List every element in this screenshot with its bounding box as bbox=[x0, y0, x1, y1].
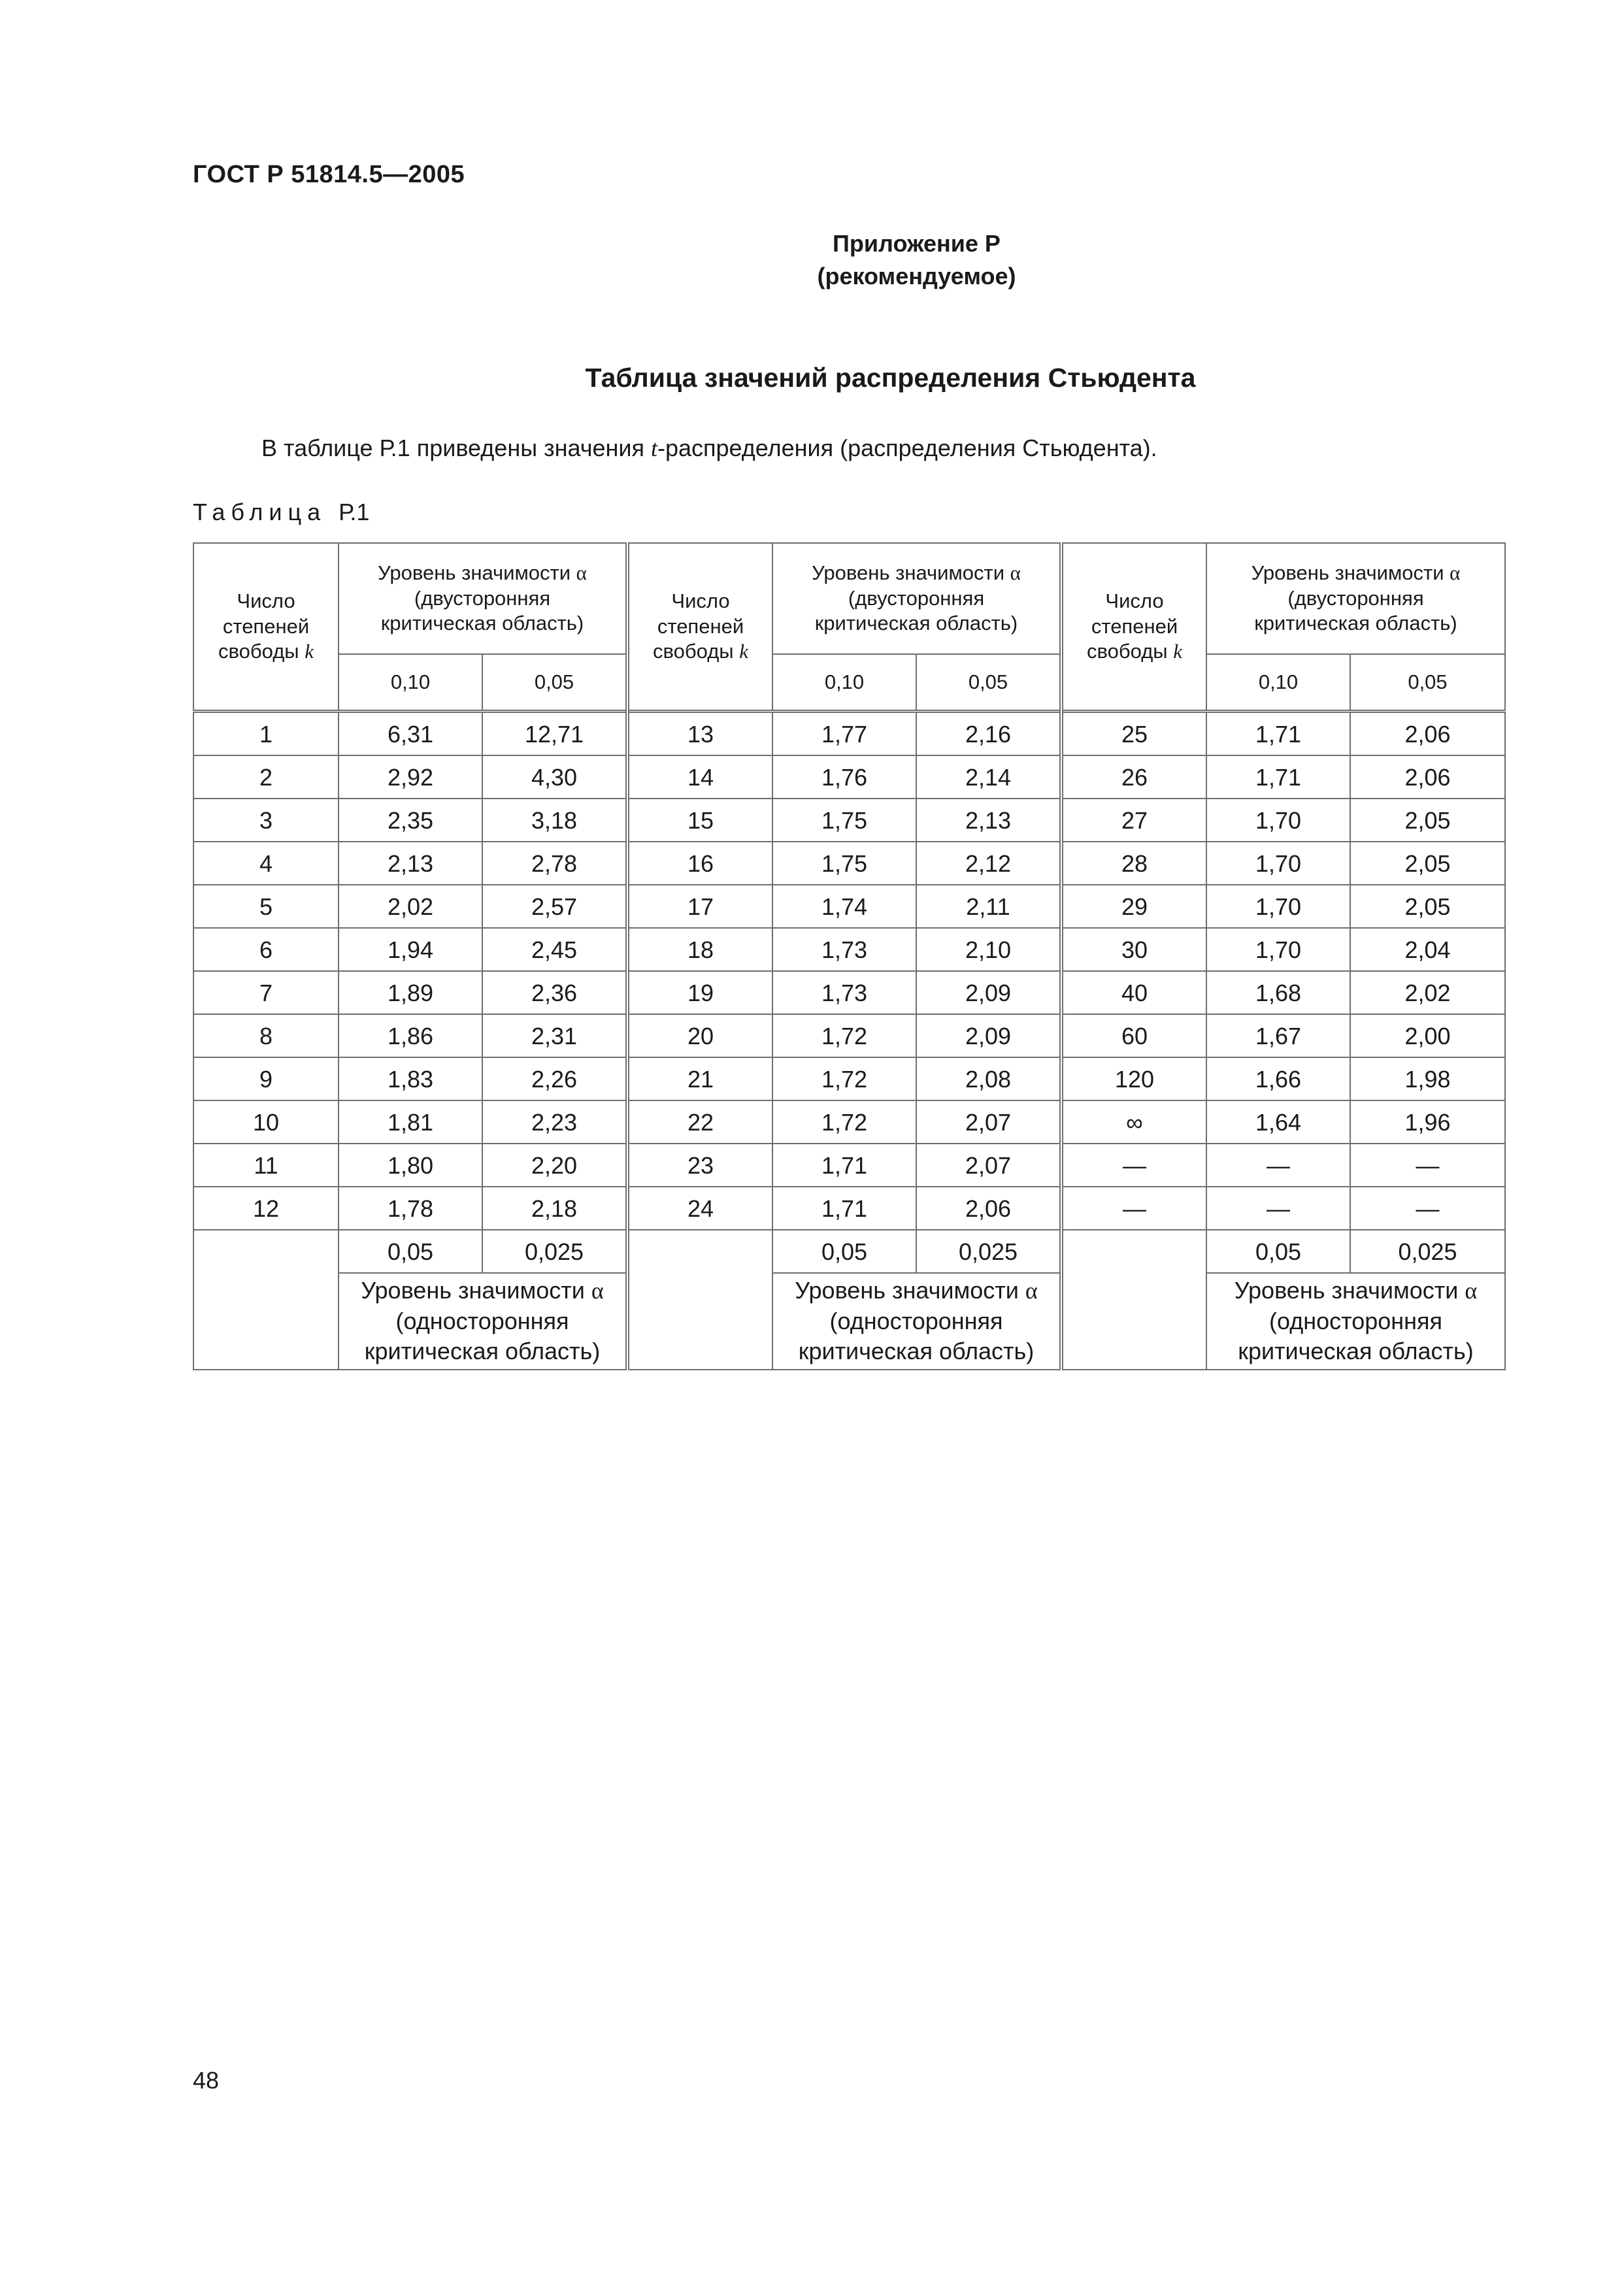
k-symbol: k bbox=[305, 640, 314, 663]
alpha-header-line2: (двусторонняя bbox=[414, 586, 551, 610]
value-cell: 2,78 bbox=[482, 842, 627, 885]
value-cell: 1,83 bbox=[339, 1057, 482, 1100]
table-row bbox=[193, 1187, 1505, 1230]
level-cell: 0,10 bbox=[1206, 654, 1350, 712]
value-cell: 2,11 bbox=[916, 885, 1061, 928]
level-cell: 0,05 bbox=[1206, 1230, 1350, 1273]
value-cell: 12,71 bbox=[482, 712, 627, 756]
document-code: ГОСТ Р 51814.5—2005 bbox=[193, 161, 465, 188]
k-cell: 3 bbox=[193, 799, 339, 842]
value-cell: 1,73 bbox=[772, 928, 916, 971]
k-cell: 7 bbox=[193, 971, 339, 1014]
k-cell: 15 bbox=[627, 799, 772, 842]
alpha-one-sided-footer bbox=[1206, 1273, 1505, 1370]
alpha-symbol: α bbox=[1465, 1277, 1478, 1304]
k-cell: 4 bbox=[193, 842, 339, 885]
alpha-symbol: α bbox=[576, 561, 587, 584]
value-cell: 3,18 bbox=[482, 799, 627, 842]
value-cell: 2,10 bbox=[916, 928, 1061, 971]
value-cell: 1,70 bbox=[1206, 799, 1350, 842]
footer-blank-cell bbox=[1061, 1230, 1206, 1370]
alpha-footer-line3: критическая область) bbox=[364, 1338, 601, 1365]
value-cell: 1,86 bbox=[339, 1014, 482, 1057]
value-cell: 1,64 bbox=[1206, 1100, 1350, 1144]
value-cell: 1,70 bbox=[1206, 928, 1350, 971]
table-row bbox=[193, 1144, 1505, 1187]
k-header-line3 bbox=[1063, 639, 1206, 665]
intro-text-before: В таблице Р.1 приведены значения bbox=[261, 435, 651, 461]
k-header-line1: Число bbox=[671, 589, 730, 612]
k-cell: 1 bbox=[193, 712, 339, 756]
k-symbol: k bbox=[739, 640, 748, 663]
t-symbol: t bbox=[650, 435, 657, 461]
k-cell: — bbox=[1061, 1144, 1206, 1187]
table-row bbox=[193, 1014, 1505, 1057]
k-cell: 21 bbox=[627, 1057, 772, 1100]
value-cell: 1,71 bbox=[772, 1144, 916, 1187]
value-cell: 1,75 bbox=[772, 799, 916, 842]
alpha-footer-word: Уровень значимости bbox=[795, 1276, 1019, 1304]
table-row bbox=[193, 842, 1505, 885]
alpha-footer-line1 bbox=[339, 1276, 625, 1306]
k-cell: 18 bbox=[627, 928, 772, 971]
k-cell: 27 bbox=[1061, 799, 1206, 842]
alpha-header-word: Уровень значимости bbox=[1251, 561, 1444, 584]
k-cell: 28 bbox=[1061, 842, 1206, 885]
value-cell: 2,05 bbox=[1350, 885, 1505, 928]
k-cell: ∞ bbox=[1061, 1100, 1206, 1144]
level-cell: 0,10 bbox=[339, 654, 482, 712]
table-row bbox=[193, 885, 1505, 928]
value-cell: 1,73 bbox=[772, 971, 916, 1014]
table-row bbox=[193, 755, 1505, 799]
alpha-header-line3: критическая область) bbox=[814, 612, 1018, 635]
value-cell: 2,57 bbox=[482, 885, 627, 928]
value-cell: 2,06 bbox=[1350, 755, 1505, 799]
k-header-line1: Число bbox=[1105, 589, 1164, 612]
value-cell: 1,80 bbox=[339, 1144, 482, 1187]
value-cell: — bbox=[1350, 1144, 1505, 1187]
value-cell: 1,67 bbox=[1206, 1014, 1350, 1057]
k-cell: 9 bbox=[193, 1057, 339, 1100]
level-cell: 0,10 bbox=[772, 654, 916, 712]
value-cell: 2,00 bbox=[1350, 1014, 1505, 1057]
alpha-footer-word: Уровень значимости bbox=[1234, 1276, 1459, 1304]
level-cell: 0,025 bbox=[482, 1230, 627, 1273]
table-row bbox=[193, 1100, 1505, 1144]
value-cell: 1,72 bbox=[772, 1057, 916, 1100]
value-cell: 1,76 bbox=[772, 755, 916, 799]
k-cell: 11 bbox=[193, 1144, 339, 1187]
k-cell: 20 bbox=[627, 1014, 772, 1057]
k-cell: 23 bbox=[627, 1144, 772, 1187]
alpha-header-word: Уровень значимости bbox=[378, 561, 571, 584]
value-cell: 1,71 bbox=[1206, 712, 1350, 756]
value-cell: 2,14 bbox=[916, 755, 1061, 799]
value-cell: 1,96 bbox=[1350, 1100, 1505, 1144]
caption-word: Таблица bbox=[193, 499, 327, 525]
table-row bbox=[193, 928, 1505, 971]
value-cell: 2,26 bbox=[482, 1057, 627, 1100]
value-cell: 1,66 bbox=[1206, 1057, 1350, 1100]
k-header-line2: степеней bbox=[1091, 614, 1178, 638]
k-header-line3 bbox=[629, 639, 772, 665]
k-cell: 26 bbox=[1061, 755, 1206, 799]
k-cell: 12 bbox=[193, 1187, 339, 1230]
alpha-one-sided-footer bbox=[339, 1273, 627, 1370]
value-cell: 1,74 bbox=[772, 885, 916, 928]
value-cell: — bbox=[1206, 1187, 1350, 1230]
k-header-word: свободы bbox=[1087, 640, 1168, 663]
level-cell: 0,05 bbox=[482, 654, 627, 712]
annex-subtitle: (рекомендуемое) bbox=[817, 263, 1016, 289]
k-header-line2: степеней bbox=[222, 614, 310, 638]
k-header-line1: Число bbox=[237, 589, 295, 612]
value-cell: 2,92 bbox=[339, 755, 482, 799]
intro-paragraph bbox=[261, 435, 1157, 462]
alpha-footer-line2: (односторонняя bbox=[395, 1307, 569, 1334]
level-cell: 0,025 bbox=[1350, 1230, 1505, 1273]
alpha-two-sided-header bbox=[772, 543, 1061, 654]
value-cell: 2,06 bbox=[916, 1187, 1061, 1230]
value-cell: 2,16 bbox=[916, 712, 1061, 756]
value-cell: 2,02 bbox=[1350, 971, 1505, 1014]
annex-title: Приложение Р bbox=[833, 230, 1001, 257]
value-cell: 2,35 bbox=[339, 799, 482, 842]
k-cell: 120 bbox=[1061, 1057, 1206, 1100]
alpha-header-line3: критическая область) bbox=[1254, 612, 1457, 635]
value-cell: 2,05 bbox=[1350, 799, 1505, 842]
value-cell: 1,70 bbox=[1206, 842, 1350, 885]
value-cell: 2,08 bbox=[916, 1057, 1061, 1100]
alpha-symbol: α bbox=[1010, 561, 1021, 584]
value-cell: — bbox=[1350, 1187, 1505, 1230]
footer-level-row bbox=[193, 1230, 1505, 1273]
value-cell: 1,72 bbox=[772, 1100, 916, 1144]
level-row bbox=[193, 654, 1505, 712]
alpha-symbol: α bbox=[1025, 1277, 1038, 1304]
alpha-header-line3: критическая область) bbox=[380, 612, 584, 635]
alpha-footer-line2: (односторонняя bbox=[829, 1307, 1003, 1334]
value-cell: 2,06 bbox=[1350, 712, 1505, 756]
k-cell: 19 bbox=[627, 971, 772, 1014]
value-cell: 1,98 bbox=[1350, 1057, 1505, 1100]
alpha-footer-word: Уровень значимости bbox=[361, 1276, 585, 1304]
value-cell: 1,81 bbox=[339, 1100, 482, 1144]
intro-text-after: -распределения (распределения Стьюдента). bbox=[657, 435, 1157, 461]
level-cell: 0,05 bbox=[916, 654, 1061, 712]
value-cell: 1,89 bbox=[339, 971, 482, 1014]
value-cell: 4,30 bbox=[482, 755, 627, 799]
table-row bbox=[193, 799, 1505, 842]
level-cell: 0,05 bbox=[772, 1230, 916, 1273]
value-cell: 1,78 bbox=[339, 1187, 482, 1230]
alpha-footer-line1 bbox=[1207, 1276, 1504, 1306]
alpha-symbol: α bbox=[1450, 561, 1461, 584]
k-cell: 24 bbox=[627, 1187, 772, 1230]
caption-number: Р.1 bbox=[339, 499, 370, 525]
alpha-footer-line2: (односторонняя bbox=[1268, 1307, 1443, 1334]
k-header-line3 bbox=[194, 639, 338, 665]
k-cell: 6 bbox=[193, 928, 339, 971]
alpha-header-line1 bbox=[339, 561, 625, 586]
footer-blank-cell bbox=[193, 1230, 339, 1370]
k-header-word: свободы bbox=[653, 640, 734, 663]
value-cell: 2,12 bbox=[916, 842, 1061, 885]
k-cell: 25 bbox=[1061, 712, 1206, 756]
k-cell: 5 bbox=[193, 885, 339, 928]
k-header bbox=[1061, 543, 1206, 712]
value-cell: 1,77 bbox=[772, 712, 916, 756]
student-t-table bbox=[193, 542, 1506, 1370]
alpha-header-line2: (двусторонняя bbox=[1287, 586, 1424, 610]
k-cell: 30 bbox=[1061, 928, 1206, 971]
table-row bbox=[193, 1057, 1505, 1100]
footer-blank-cell bbox=[627, 1230, 772, 1370]
value-cell: 2,13 bbox=[339, 842, 482, 885]
k-cell: 2 bbox=[193, 755, 339, 799]
value-cell: 2,18 bbox=[482, 1187, 627, 1230]
k-cell: 10 bbox=[193, 1100, 339, 1144]
value-cell: 2,20 bbox=[482, 1144, 627, 1187]
value-cell: 2,07 bbox=[916, 1100, 1061, 1144]
value-cell: 2,02 bbox=[339, 885, 482, 928]
value-cell: 2,31 bbox=[482, 1014, 627, 1057]
page-number: 48 bbox=[193, 2067, 220, 2094]
alpha-footer-line3: критическая область) bbox=[798, 1338, 1035, 1365]
alpha-two-sided-header bbox=[339, 543, 627, 654]
value-cell: — bbox=[1206, 1144, 1350, 1187]
table-row bbox=[193, 971, 1505, 1014]
k-cell: 29 bbox=[1061, 885, 1206, 928]
value-cell: 2,45 bbox=[482, 928, 627, 971]
table-row bbox=[193, 712, 1505, 756]
k-cell: — bbox=[1061, 1187, 1206, 1230]
k-header bbox=[193, 543, 339, 712]
k-cell: 13 bbox=[627, 712, 772, 756]
value-cell: 1,70 bbox=[1206, 885, 1350, 928]
k-cell: 8 bbox=[193, 1014, 339, 1057]
value-cell: 2,23 bbox=[482, 1100, 627, 1144]
k-cell: 17 bbox=[627, 885, 772, 928]
value-cell: 1,71 bbox=[1206, 755, 1350, 799]
value-cell: 6,31 bbox=[339, 712, 482, 756]
alpha-header-line1 bbox=[1207, 561, 1504, 586]
value-cell: 1,68 bbox=[1206, 971, 1350, 1014]
k-cell: 16 bbox=[627, 842, 772, 885]
value-cell: 1,94 bbox=[339, 928, 482, 971]
header-row bbox=[193, 543, 1505, 654]
value-cell: 2,07 bbox=[916, 1144, 1061, 1187]
value-cell: 2,36 bbox=[482, 971, 627, 1014]
value-cell: 2,09 bbox=[916, 1014, 1061, 1057]
value-cell: 2,04 bbox=[1350, 928, 1505, 971]
value-cell: 1,71 bbox=[772, 1187, 916, 1230]
alpha-one-sided-footer bbox=[772, 1273, 1061, 1370]
k-cell: 40 bbox=[1061, 971, 1206, 1014]
k-cell: 14 bbox=[627, 755, 772, 799]
value-cell: 1,75 bbox=[772, 842, 916, 885]
k-symbol: k bbox=[1173, 640, 1182, 663]
alpha-footer-line1 bbox=[773, 1276, 1059, 1306]
alpha-two-sided-header bbox=[1206, 543, 1505, 654]
value-cell: 2,13 bbox=[916, 799, 1061, 842]
value-cell: 1,72 bbox=[772, 1014, 916, 1057]
alpha-header-word: Уровень значимости bbox=[812, 561, 1005, 584]
k-header bbox=[627, 543, 772, 712]
value-cell: 2,09 bbox=[916, 971, 1061, 1014]
footer-label-row bbox=[193, 1273, 1505, 1370]
level-cell: 0,025 bbox=[916, 1230, 1061, 1273]
k-header-word: свободы bbox=[218, 640, 299, 663]
k-header-line2: степеней bbox=[657, 614, 744, 638]
section-title: Таблица значений распределения Стьюдента bbox=[585, 363, 1196, 393]
level-cell: 0,05 bbox=[1350, 654, 1505, 712]
value-cell: 2,05 bbox=[1350, 842, 1505, 885]
level-cell: 0,05 bbox=[339, 1230, 482, 1273]
alpha-header-line1 bbox=[773, 561, 1059, 586]
alpha-symbol: α bbox=[591, 1277, 604, 1304]
alpha-footer-line3: критическая область) bbox=[1238, 1338, 1474, 1365]
k-cell: 22 bbox=[627, 1100, 772, 1144]
alpha-header-line2: (двусторонняя bbox=[848, 586, 985, 610]
table-caption bbox=[193, 499, 369, 526]
k-cell: 60 bbox=[1061, 1014, 1206, 1057]
